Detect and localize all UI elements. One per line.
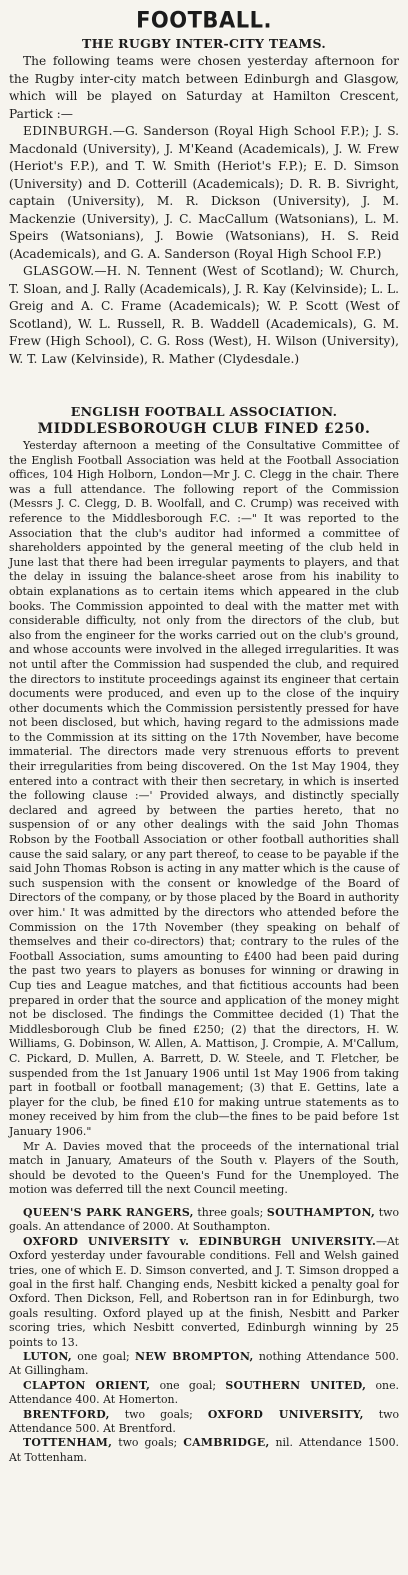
davies-motion: Mr A. Davies moved that the proceeds of the international trial match in January, Amateurs of the South v. Players of the South, should be devoted to the Queen's Fund for the Unemployed. The motion was deferred till the next Council meeting. — [9, 1139, 399, 1197]
result-item: QUEEN'S PARK RANGERS, three goals; SOUTHAMPTON, two goals. An attendance of 2000. At Southampton. — [9, 1205, 400, 1234]
glasgow-team-paragraph — [9, 263, 399, 368]
team-name: CLAPTON ORIENT, — [23, 1378, 151, 1392]
rugby-heading: THE RUGBY INTER-CITY TEAMS. — [81, 36, 327, 51]
commission-report: Yesterday afternoon a meeting of the Consultative Committee of the English Football Association was held at the Football Association offices, 104 High Holborn, London—Mr J. C. Clegg in the chair. There was a full attendance. The following report of the Commission (Messrs J. C. Clegg, D. B. Woolfall, and C. Crump) was received with reference to the Middlesborough F.C. :—" It was reported to the Association that the club's auditor had informed a committee of shareholders appointed by the general meeting of the club held in June last that there had been irregular payments to players, and that the delay in issuing the balance-sheet arose from his inability to obtain explanations as to certain items which appeared in the club books. The Commission appointed to deal with the matter met with considerable difficulty, not only from the directors of the club, but also from the engineer for the works carried out on the club's ground, and whose accounts were involved in the alleged irregularities. It was not until after the Commission had suspended the club, and required the directors to institute proceedings against its engineer that certain documents were produced, and even up to the close of the inquiry other documents which the Commission persistently pressed for have not been disclosed, but which, having regard to the admissions made to the Commission at its sitting on the 17th November, have become immaterial. The directors made very strenuous efforts to prevent their irregularities from being discovered. On the 1st May 1904, they entered into a contract with their then secretary, in which is inserted the following clause :—' Provided always, and distinctly specially declared and agreed by between the parties hereto, that no suspension of or any other dealings with the said John Thomas Robson by the Football Association or other football authorities shall cause the said salary, or any part thereof, to cease to be payable if the said John Thomas Robson is acting in any matter which is the cause of such suspension with the consent or knowledge of the Board of Directors of the company, or by those placed by the Board in authority over him.' It was admitted by the directors who attended before the Commission on the 17th November (they speaking on behalf of themselves and their co-directors) that; contrary to the rules of the Football Association, sums amounting to £400 had been paid during the past two years to players as bonuses for winning or drawing in Cup ties and League matches, and that fictitious accounts had been prepared in order that the source and application of the money might not be disclosed. The findings the Committee decided (1) That the Middlesborough Club be fined £250; (2) that the directors, H. W. Williams, G. Dobinson, W. Allen, A. Mattison, J. Crompie, A. M'Callum, C. Pickard, D. Mullen, A. Barrett, D. W. Steele, and T. Fletcher, be suspended from the 1st January 1906 until 1st May 1906 from taking part in football or football management; (3) that E. Gettins, late a player for the club, be fined £10 for making untrue statements as to money received by him from the club—the fines to be paid before 1st January 1906." — [9, 439, 399, 1138]
edinburgh-team-list: —G. Sanderson (Royal High School F.P.); J. S. Macdonald (University), J. M'Keand (Academicals), J. W. Frew (Heriot's F.P.), and T. W. Smith (Heriot's F.P.); E. D. Simson (University) and D. Cotterill (Academicals); D. R. B. Sivright, captain (University), M. R. Dickson (University), J. M. Mackenzie (University), J. C. MacCallum (Watsonians), L. M. Speirs (Watsonians), J. Bowie (Watsonians), H. S. Reid (Academicals), and G. A. Sanderson (Royal High School F.P.) — [9, 124, 399, 261]
result-item: OXFORD UNIVERSITY v. EDINBURGH UNIVERSITY.—At Oxford yesterday under favourable conditions. Fell and Welsh gained tries, one of which E. D. Simson converted, and J. T. Simson dropped a goal in the first half. Changing ends, Nesbitt kicked a penalty goal for Oxford. Then Dickson, Fell, and Robertson ran in for Edinburgh, two goals resulting. Oxford played up at the finish, Nesbitt and Parker scoring tries, which Nesbitt converted, Edinburgh winning by 25 points to 13. — [9, 1234, 399, 1349]
team-name: TOTTENHAM, — [23, 1436, 113, 1450]
edinburgh-team-paragraph — [9, 123, 399, 263]
team-name: SOUTHERN UNITED, — [225, 1378, 367, 1392]
page-title: FOOTBALL. — [136, 7, 272, 33]
glasgow-label: GLASGOW. — [23, 264, 95, 278]
team-name: OXFORD UNIVERSITY v. EDINBURGH UNIVERSITY. — [23, 1234, 377, 1248]
match-results — [9, 1206, 399, 1465]
association-article — [9, 404, 399, 1198]
team-name: NEW BROMPTON, — [135, 1349, 254, 1363]
result-item: TOTTENHAM, two goals; CAMBRIDGE, nil. Attendance 1500. At Tottenham. — [9, 1436, 399, 1464]
team-name: LUTON, — [23, 1349, 72, 1363]
section-gap — [9, 368, 399, 402]
result-item: BRENTFORD, two goals; OXFORD UNIVERSITY, two Attendance 500. At Brentford. — [9, 1407, 400, 1435]
rugby-intro: The following teams were chosen yesterday afternoon for the Rugby inter-city match between Edinburgh and Glasgow, which will be played on Saturday at Hamilton Crescent, Partick :— — [9, 54, 399, 121]
edinburgh-label: EDINBURGH. — [23, 124, 113, 138]
team-name: CAMBRIDGE, — [183, 1436, 270, 1450]
rugby-article — [9, 36, 399, 368]
glasgow-team-list: —H. N. Tennent (West of Scotland); W. Church, T. Sloan, and J. Rally (Academicals), J. R. Kay (Kelvinside); L. L. Greig and A. C. Frame (Academicals); W. P. Scott (West of Scotland), W. L. Russell, R. B. Waddell (Academicals), G. M. Frew (High School), C. G. Ross (West), H. Wilson (University), W. T. Law (Kelvinside), R. Mather (Clydesdale.) — [9, 264, 399, 366]
team-name: SOUTHAMPTON, — [266, 1205, 376, 1219]
result-item: LUTON, one goal; NEW BROMPTON, nothing Attendance 500. At Gillingham. — [9, 1349, 399, 1378]
team-name: BRENTFORD, — [23, 1407, 110, 1421]
association-heading: ENGLISH FOOTBALL ASSOCIATION. — [70, 404, 338, 419]
team-name: QUEEN'S PARK RANGERS, — [23, 1205, 194, 1219]
team-name: OXFORD UNIVERSITY, — [207, 1407, 364, 1421]
result-item: CLAPTON ORIENT, one goal; SOUTHERN UNITED, one. Attendance 400. At Homerton. — [9, 1378, 399, 1407]
association-subheading: MIDDLESBOROUGH CLUB FINED £250. — [37, 421, 371, 437]
